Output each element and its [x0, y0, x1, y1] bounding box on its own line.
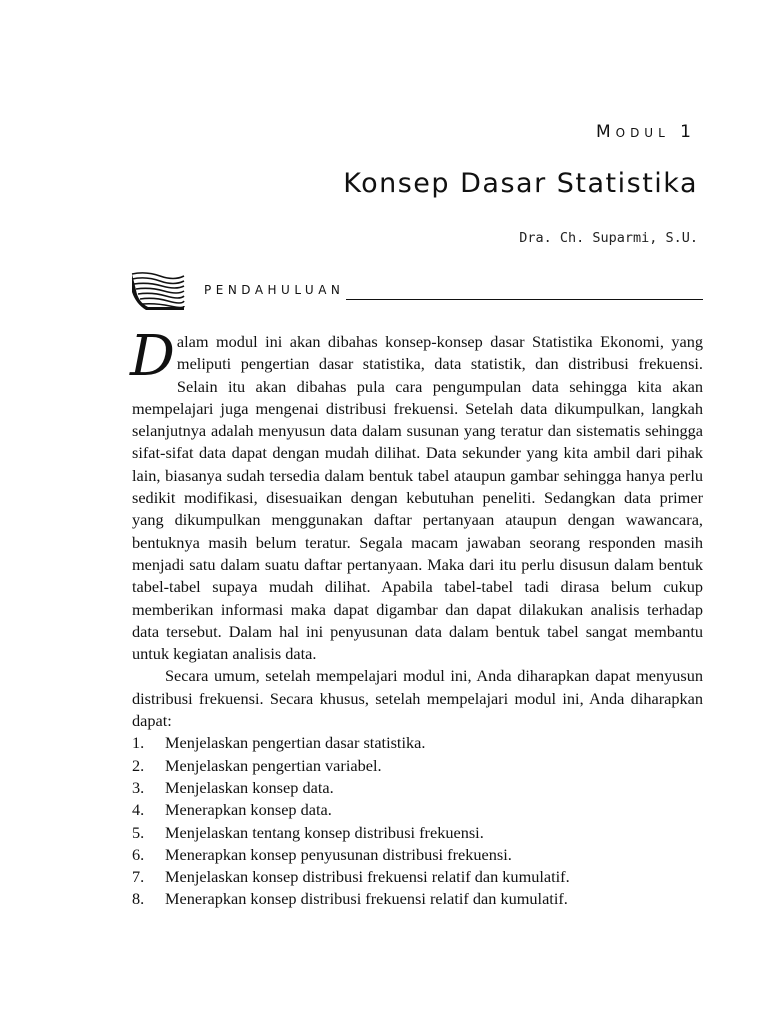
list-item-text: Menerapkan konsep distribusi frekuensi relatif dan kumulatif. — [165, 889, 568, 909]
list-item-text: Menjelaskan tentang konsep distribusi frekuensi. — [165, 822, 484, 842]
section-heading — [204, 283, 703, 297]
list-item — [132, 732, 703, 754]
list-item-number: 5. — [132, 822, 145, 842]
list-item — [132, 866, 703, 888]
list-item-text: Menerapkan konsep data. — [165, 800, 332, 820]
list-item-number: 1. — [132, 733, 145, 753]
list-item — [132, 755, 703, 777]
drop-cap: D — [130, 324, 175, 389]
list-item-text: Menjelaskan konsep data. — [165, 777, 334, 797]
intro-paragraph-text: alam modul ini akan dibahas konsep-konsep dasar Statistika Ekonomi, yang meliputi pengertian dasar statistika, data statistik, dan distribusi frekuensi. Selain itu akan dibahas pula cara pengumpulan data sehingga kita akan mempelajari juga mengenai distribusi frekuensi. Setelah data dikumpulkan, langkah selanjutnya adalah menyusun data dalam susunan yang teratur dan sistematis sehingga sifat-sifat data dapat dengan mudah dilihat. Data sekunder yang kita ambil dari pihak lain, biasanya sudah tersedia dalam bentuk tabel ataupun gambar sehingga hanya perlu sedikit modifikasi, disesuaikan dengan kebutuhan peneliti. Sedangkan data primer yang dikumpulkan menggunakan daftar pertanyaan ataupun dengan wawancara, bentuknya masih belum teratur. Segala macam jawaban seorang responden masih menjadi satu dalam suatu daftar pertanyaan. Maka dari itu perlu disusun dalam bentuk tabel-tabel supaya mudah dilihat. Apabila tabel-tabel tadi dirasa belum cukup memberikan informasi maka dapat digambar dan dapat dilakukan analisis terhadap data tersebut. Dalam hal ini penyusunan data dalam bentuk tabel sangat membantu untuk kegiatan analisis data. — [132, 332, 703, 664]
list-item-text: Menjelaskan pengertian dasar statistika. — [165, 733, 426, 753]
list-item — [132, 844, 703, 866]
section-heading-rule — [346, 299, 703, 300]
list-item-text: Menerapkan konsep penyusunan distribusi frekuensi. — [165, 844, 512, 864]
objectives-list — [132, 732, 703, 910]
section-heading-label: PENDAHULUAN — [204, 283, 345, 297]
list-item-number: 4. — [132, 800, 145, 820]
list-item-number: 2. — [132, 755, 145, 775]
book-pages-icon — [130, 270, 186, 312]
intro-paragraph — [130, 324, 703, 665]
author: Dra. Ch. Suparmi, S.U. — [519, 230, 698, 246]
objectives-intro-paragraph: Secara umum, setelah mempelajari modul ini, Anda diharapkan dapat menyusun distribusi frekuensi. Secara khusus, setelah mempelajari modul ini, Anda diharapkan dapat: — [132, 666, 703, 731]
list-item-number: 6. — [132, 844, 145, 864]
page-title: Konsep Dasar Statistika — [343, 168, 698, 199]
list-item-text: Menjelaskan pengertian variabel. — [165, 755, 382, 775]
list-item — [132, 822, 703, 844]
module-number: Modul 1 — [595, 122, 696, 142]
list-item-number: 8. — [132, 889, 145, 909]
list-item-number: 7. — [132, 867, 145, 887]
list-item — [132, 777, 703, 799]
list-item-number: 3. — [132, 777, 145, 797]
list-item — [132, 888, 703, 910]
list-item — [132, 799, 703, 821]
list-item-text: Menjelaskan konsep distribusi frekuensi relatif dan kumulatif. — [165, 867, 570, 887]
body-text — [130, 324, 703, 911]
